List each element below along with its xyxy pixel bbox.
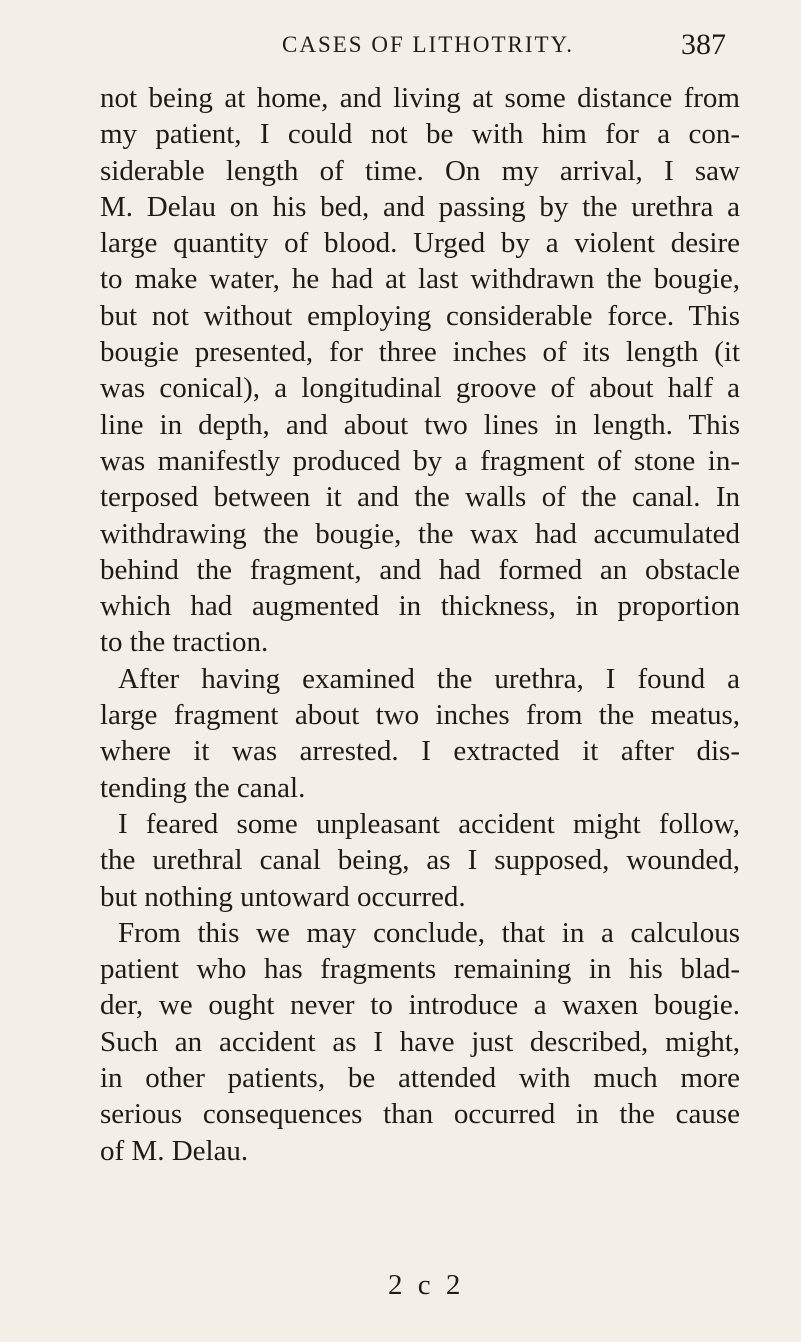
text-line: tending the canal. — [100, 771, 306, 804]
text-line: was manifestly produced by a fragment of stone in- — [100, 444, 740, 477]
text-line: bougie presented, for three inches of its length (it — [100, 336, 740, 369]
signature-mark: 2 c 2 — [388, 1269, 465, 1301]
text-line: in other patients, be attended with much more — [100, 1062, 740, 1095]
text-line: From this we may conclude, that in a calculous — [118, 916, 740, 949]
page-number: 387 — [681, 28, 726, 61]
text-line: to the traction. — [100, 626, 269, 659]
text-line: large quantity of blood. Urged by a violent desire — [100, 227, 740, 260]
text-line: not being at home, and living at some distance from — [100, 82, 740, 114]
text-line: Such an accident as I have just described, might, — [100, 1025, 740, 1058]
text-line: which had augmented in thickness, in proportion — [100, 590, 740, 623]
text-line: withdrawing the bougie, the wax had accumulated — [100, 517, 740, 550]
text-line: behind the fragment, and had formed an obstacle — [100, 553, 740, 586]
text-line: but not without employing considerable force. This — [100, 299, 740, 332]
text-line: der, we ought never to introduce a waxen bougie. — [100, 989, 740, 1022]
text-line: was conical), a longitudinal groove of about half a — [100, 372, 740, 405]
text-line: M. Delau on his bed, and passing by the urethra a — [100, 190, 740, 223]
text-line: large fragment about two inches from the meatus, — [100, 699, 740, 732]
text-line: line in depth, and about two lines in length. This — [100, 408, 740, 441]
text-line: where it was arrested. I extracted it after dis- — [100, 735, 740, 768]
paragraph-2 — [100, 661, 740, 806]
text-line: After having examined the urethra, I found a — [118, 662, 740, 695]
text-line: I feared some unpleasant accident might follow, — [118, 807, 740, 840]
text-line: terposed between it and the walls of the canal. In — [100, 481, 740, 514]
text-line: the urethral canal being, as I supposed, wounded, — [100, 844, 740, 877]
text-line: siderable length of time. On my arrival, I saw — [100, 154, 740, 187]
paragraph-4 — [100, 915, 740, 1169]
running-head-title: CASES OF LITHOTRITY. — [282, 32, 574, 57]
paragraph-3 — [100, 806, 740, 915]
text-line: serious consequences than occurred in the cause — [100, 1098, 740, 1131]
text-line: of M. Delau. — [100, 1134, 249, 1167]
running-head — [0, 28, 801, 68]
body-text — [100, 80, 740, 1169]
text-line: but nothing untoward occurred. — [100, 880, 466, 913]
text-line: to make water, he had at last withdrawn the bougie, — [100, 263, 740, 296]
text-line: patient who has fragments remaining in his blad- — [100, 953, 740, 986]
paragraph-1 — [100, 80, 740, 661]
text-line: my patient, I could not be with him for a con- — [100, 118, 740, 151]
